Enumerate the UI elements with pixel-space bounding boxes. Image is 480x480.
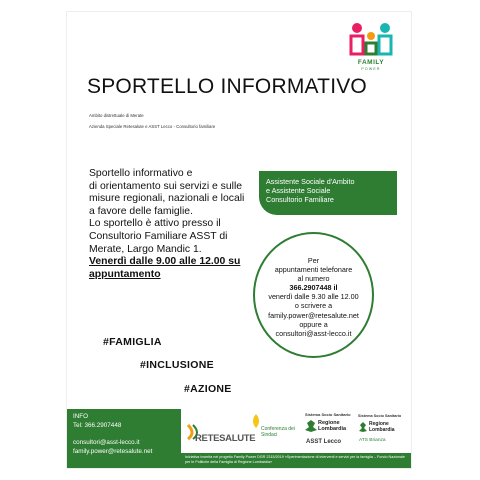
email-link[interactable]: family.power@retesalute.net [268,310,359,320]
email-link[interactable]: consultori@asst-lecco.it [275,328,352,338]
hashtag-azione: #AZIONE [184,383,232,395]
hashtag-famiglia: #FAMIGLIA [103,336,162,348]
info-email[interactable]: consultori@asst-lecco.it [73,439,140,446]
partner-logos [181,409,411,453]
regione-lombardia-logo: Regione Lombardia [318,420,347,432]
flame-icon [251,413,261,429]
circle-line: Per [307,256,320,265]
conferenza-logo: Conferenza dei Sindaci [261,426,295,438]
subtitle-azienda: Azienda Speciale Retesalute e ASST Lecco - Consultorio familiare [89,124,216,129]
footer-info-box [67,409,181,468]
phone-number: 366.2907448 il [289,283,338,293]
main-line: a favore delle famiglie. [89,205,193,217]
social-worker-box [259,171,397,215]
schedule-emphasis: Venerdì dalle 9.00 alle 12.00 su [89,256,241,268]
schedule-emphasis: appuntamento [89,268,161,280]
box-line: Consultorio Familiare [266,195,334,205]
main-line: Consultorio Familiare ASST di [89,230,228,242]
contact-circle [253,232,374,358]
main-line: misure regionali, nazionali e locali [89,193,245,205]
circle-line: oppure a [299,319,328,329]
subtitle-ambito: Ambito distrettuale di Merate [89,113,144,118]
asst-lecco-logo: ASST Lecco [306,439,342,445]
regione-lombardia-icon [358,421,368,433]
box-line: e Assistente Sociale [266,186,331,196]
regione-lombardia-logo: Regione Lombardia [369,421,395,433]
circle-line: venerdì dalle 9.30 alle 12.00 [268,292,359,302]
main-line: Merate, Largo Mandic 1. [89,243,202,255]
regione-lombardia-icon [305,419,317,433]
sistema-label: Sistema Socio Sanitario [305,412,351,417]
poster [67,12,411,468]
page-title: SPORTELLO INFORMATIVO [87,75,367,98]
retesalute-logo: RETESALUTE [195,433,256,444]
ats-brianza-logo: ATS Brianza [359,438,386,443]
info-label: INFO [73,413,89,420]
sistema-label: Sistema Socio Sanitario [358,414,402,418]
circle-line: appuntamenti telefonare [274,265,353,275]
box-line: Assistente Sociale d'Ambito [266,177,355,186]
logo-name: FAMILY [357,59,385,66]
hashtag-inclusione: #INCLUSIONE [140,359,214,371]
logo-sub: POWER [361,67,381,71]
funding-note: Iniziativa inserita nel progetto Family Power DGR 2315/2019 «Sperimentazione di interventi e servizi per la famiglia – Fondo Nazionale per le Politiche della Famiglia di Regione Lombardia» [181,453,411,468]
circle-line: al numero [297,274,330,284]
main-line: Lo sportello è attivo presso il [89,218,221,230]
main-line: Sportello informativo e [89,168,193,179]
info-email[interactable]: family.power@retesalute.net [73,448,153,455]
info-tel: Tel: 366.2907448 [73,422,122,429]
circle-line: o scrivere a [294,301,333,311]
main-line: di orientamento sui servizi e sulle [89,180,243,192]
main-description [89,168,259,281]
